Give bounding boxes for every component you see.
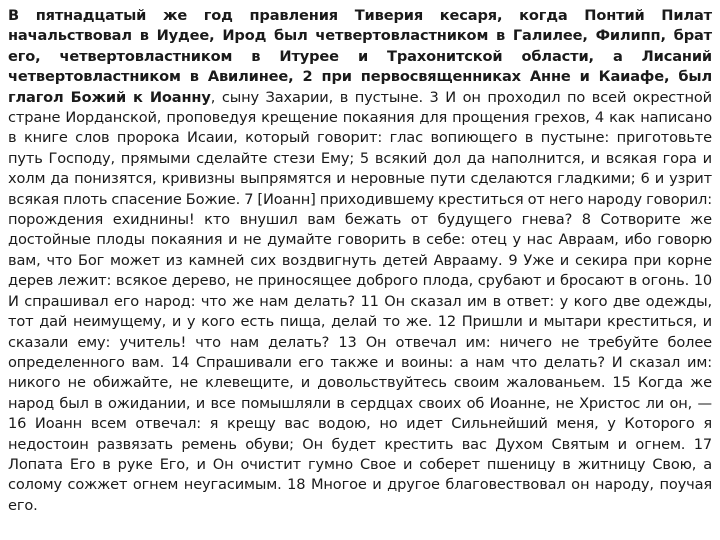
passage-body-text: , сыну Захарии, в пустыне. 3 И он проходил по всей окрестной стране Иорданской, проповедуя крещение покаяния для прощения грехов, 4 как написано в книге слов пророка Исаии, который говорит: глас вопиющего в пустыне: приготовьте путь Господу, прямыми сделайте стези Ему; 5 всякий дол да наполнится, и всякая гора и холм да понизятся, кривизны выпрямятся и неровные пути сделаются гладкими; 6 и узрит всякая плоть спасение Божие. 7 [Иоанн] приходившему креститься от него народу говорил: порождения ехиднины! кто внушил вам бежать от будущего гнева? 8 Сотворите же достойные плоды покаяния и не думайте говорить в себе: отец у нас Авраам, ибо говорю вам, что Бог может из камней сих воздвигнуть детей Аврааму. 9 Уже и секира при корне дерев лежит: всякое дерево, не приносящее доброго плода, срубают и бросают в огонь. 10 И спрашивал его народ: что же нам делать? 11 Он сказал им в ответ: у кого две одежды, тот дай неимущему, и у кого есть пища, делай то же. 12 Пришли и мытари креститься, и сказали ему: учитель! что нам делать? 13 Он отвечал им: ничего не требуйте более определенного вам. 14 Спрашивали его также и воины: а нам что делать? И сказал им: никого не обижайте, не клевещите, и довольствуйтесь своим жалованьем. 15 Когда же народ был в ожидании, и все помышляли в сердцах своих об Иоанне, не Христос ли он, — 16 Иоанн всем отвечал: я крещу вас водою, но идет Сильнейший меня, у Которого я недостоин развязать ремень обуви; Он будет крестить вас Духом Святым и огнем. 17 Лопата Его в руке Его, и Он очистит гумно Свое и соберет пшеницу в житницу Свою, а солому сожжет огнем неугасимым. 18 Многое и другое благовествовал он народу, поучая его. xyxy=(8,88,712,514)
bold-intro-text: В пятнадцатый же год правления Тиверия кесаря, когда Понтий Пилат начальствовал в Иудее, Ирод был четвертовластником в Галилее, Филипп, брат его, четвертовластником в Итурее и Трахонитской области, а Лисаний четвертовластником в Авилинее, 2 при первосвященниках Анне и Каиафе, был глагол Божий к Иоанну xyxy=(8,7,712,106)
scripture-passage xyxy=(8,6,712,516)
